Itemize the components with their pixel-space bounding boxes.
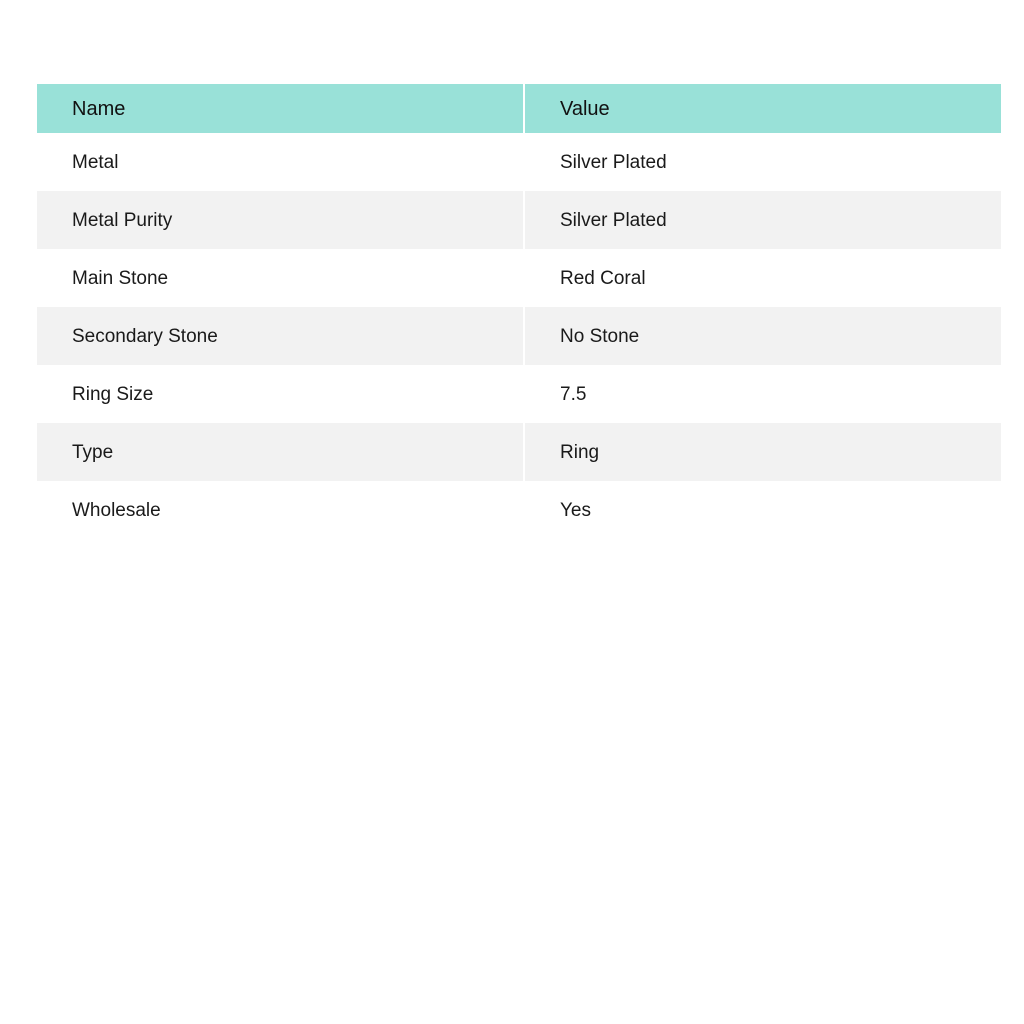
- attribute-name-metal: Metal: [37, 133, 523, 191]
- attribute-value-secondary-stone: No Stone: [525, 307, 1001, 365]
- attribute-value-type: Ring: [525, 423, 1001, 481]
- attribute-value-metal: Silver Plated: [525, 133, 1001, 191]
- attribute-value-metal-purity: Silver Plated: [525, 191, 1001, 249]
- attribute-name-metal-purity: Metal Purity: [37, 191, 523, 249]
- attribute-name-main-stone: Main Stone: [37, 249, 523, 307]
- column-header-name: Name: [37, 84, 523, 133]
- attribute-name-ring-size: Ring Size: [37, 365, 523, 423]
- attribute-value-ring-size: 7.5: [525, 365, 1001, 423]
- attribute-name-wholesale: Wholesale: [37, 481, 523, 539]
- product-attributes-table: [37, 84, 1001, 539]
- attribute-name-type: Type: [37, 423, 523, 481]
- attribute-value-main-stone: Red Coral: [525, 249, 1001, 307]
- column-header-value: Value: [525, 84, 1001, 133]
- attribute-value-wholesale: Yes: [525, 481, 1001, 539]
- attribute-name-secondary-stone: Secondary Stone: [37, 307, 523, 365]
